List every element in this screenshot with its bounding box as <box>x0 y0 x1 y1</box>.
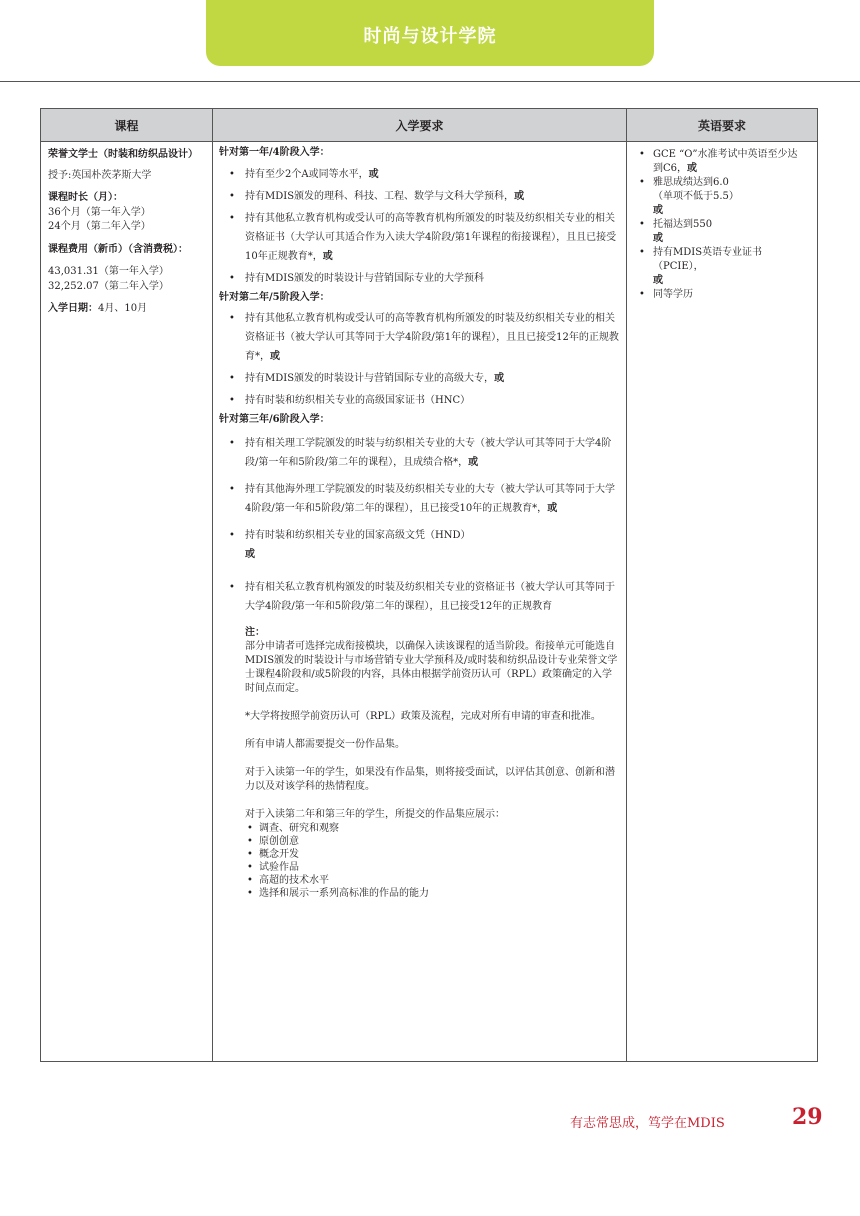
page-number: 29 <box>792 1104 823 1130</box>
course-table <box>40 108 818 1062</box>
english-column <box>627 109 817 1061</box>
or-connector: 或 <box>653 275 663 286</box>
intake-label: 入学日期： <box>48 303 98 314</box>
awarded-by: 授予:英国朴茨茅斯大学 <box>48 169 152 181</box>
list-item: • 持有其他海外理工学院颁发的时装及纺织相关专业的大专（被大学认可其等同于大学4阶段/第一年和5阶段/第二年的课程），且已接受10年的正规教育*，或 <box>219 480 620 518</box>
year2-list <box>219 309 620 410</box>
list-item: • 持有其他私立教育机构或受认可的高等教育机构所颁发的时装及纺织相关专业的相关资格证书（被大学认可其等同于大学4阶段/第1年的课程），且且已接受12年的正规教育*，或 <box>219 309 620 366</box>
year1-portfolio-text: 对于入读第一年的学生，如果没有作品集，则将接受面试，以评估其创意、创新和潜力以及对该学科的热情程度。 <box>245 766 615 792</box>
entry-cell <box>213 142 626 900</box>
notes-block <box>219 626 620 900</box>
duration-label: 课程时长（月）： <box>48 192 123 203</box>
list-item: • 持有时装和纺织相关专业的高级国家证书（HNC） <box>219 391 620 410</box>
list-item: • 持有MDIS颁发的时装设计与营销国际专业的高级大专，或 <box>219 369 620 388</box>
year3-list-cont <box>219 578 620 616</box>
year3-list <box>219 434 620 545</box>
course-name: 荣誉文学士（时装和纺织品设计） <box>48 149 198 160</box>
duration-year1: 36个月（第一年入学） <box>48 206 151 218</box>
header-divider <box>0 81 860 82</box>
list-item: • 概念开发 <box>245 848 620 861</box>
list-item: • GCE “O”水准考试中英语至少达到C6，或 <box>635 148 807 176</box>
portfolio-text: 所有申请人都需要提交一份作品集。 <box>245 738 405 750</box>
english-cell <box>627 142 817 302</box>
english-list <box>635 246 807 274</box>
footer-slogan: 有志常思成，笃学在MDIS <box>570 1116 725 1131</box>
list-item: • 高超的技术水平 <box>245 874 620 887</box>
year3-title: 针对第三年/6阶段入学： <box>219 414 330 425</box>
list-item: • 持有相关理工学院颁发的时装与纺织相关专业的大专（被大学认可其等同于大学4阶段/第一年和5阶段/第二年的课程），且成绩合格*，或 <box>219 434 620 472</box>
course-column <box>41 109 213 1061</box>
or-connector: 或 <box>245 548 255 560</box>
course-header: 课程 <box>41 109 212 142</box>
intake-value: 4月、10月 <box>98 303 148 314</box>
year1-title: 针对第一年/4阶段入学： <box>219 147 330 158</box>
english-list <box>635 148 807 204</box>
list-item: • 试验作品 <box>245 861 620 874</box>
fee-year1: 43,031.31（第一年入学） <box>48 266 169 277</box>
portfolio-list <box>245 822 620 900</box>
course-cell <box>41 142 212 317</box>
list-item: • 同等学历 <box>635 288 807 302</box>
note-text: 部分申请者可选择完成衔接模块，以确保入读该课程的适当阶段。衔接单元可能选自MDIS颁发的时装设计与市场营销专业大学预科及/或时装和纺织品设计专业荣誉文学士课程4阶段和/或5阶段的内容，具体由根据学前资历认可（RPL）政策确定的入学时间点而定。 <box>245 640 618 694</box>
fee-label: 课程费用（新币）（含消费税）： <box>48 243 188 255</box>
list-item: • 原创创意 <box>245 835 620 848</box>
list-item: • 持有至少2个A或同等水平，或 <box>219 165 620 184</box>
list-item: • 调查、研究和观察 <box>245 822 620 835</box>
list-item: • 选择和展示一系列高标准的作品的能力 <box>245 887 620 900</box>
list-item: • 持有MDIS颁发的理科、科技、工程、数学与文科大学预科，或 <box>219 187 620 206</box>
intake-dates <box>48 302 206 317</box>
english-list <box>635 288 807 302</box>
list-item: • 持有相关私立教育机构颁发的时装及纺织相关专业的资格证书（被大学认可其等同于大学4阶段/第一年和5阶段/第二年的课程），且已接受12年的正规教育 <box>219 578 620 616</box>
year23-portfolio-text: 对于入读第二年和第三年的学生，所提交的作品集应展示： <box>245 808 505 820</box>
note-title: 注： <box>245 626 265 638</box>
list-item: • 持有时装和纺织相关专业的国家高级文凭（HND） <box>219 526 620 545</box>
english-header: 英语要求 <box>627 109 817 142</box>
list-item: • 持有MDIS英语专业证书（PCIE）， <box>635 246 807 274</box>
list-item: • 持有MDIS颁发的时装设计与营销国际专业的大学预科 <box>219 269 620 288</box>
section-header-tab <box>206 0 654 66</box>
entry-column <box>213 109 627 1061</box>
english-list <box>635 218 807 232</box>
entry-header: 入学要求 <box>213 109 626 142</box>
year1-list <box>219 165 620 288</box>
year2-title: 针对第二年/5阶段入学： <box>219 291 330 303</box>
or-connector: 或 <box>653 233 663 244</box>
list-item: • 雅思成绩达到6.0 （单项不低于5.5） <box>635 176 807 204</box>
fee-year2: 32,252.07（第二年入学） <box>48 280 169 292</box>
or-connector: 或 <box>653 205 663 216</box>
list-item: • 托福达到550 <box>635 218 807 232</box>
list-item: • 持有其他私立教育机构或受认可的高等教育机构所颁发的时装及纺织相关专业的相关资格证书（大学认可其适合作为入读大学4阶段/第1年课程的衔接课程），且且已接受10年正规教育*，或 <box>219 209 620 266</box>
rpl-text: *大学将按照学前资历认可（RPL）政策及流程，完成对所有申请的审查和批准。 <box>245 710 601 722</box>
section-title: 时尚与设计学院 <box>363 26 497 47</box>
duration-year2: 24个月（第二年入学） <box>48 221 151 232</box>
